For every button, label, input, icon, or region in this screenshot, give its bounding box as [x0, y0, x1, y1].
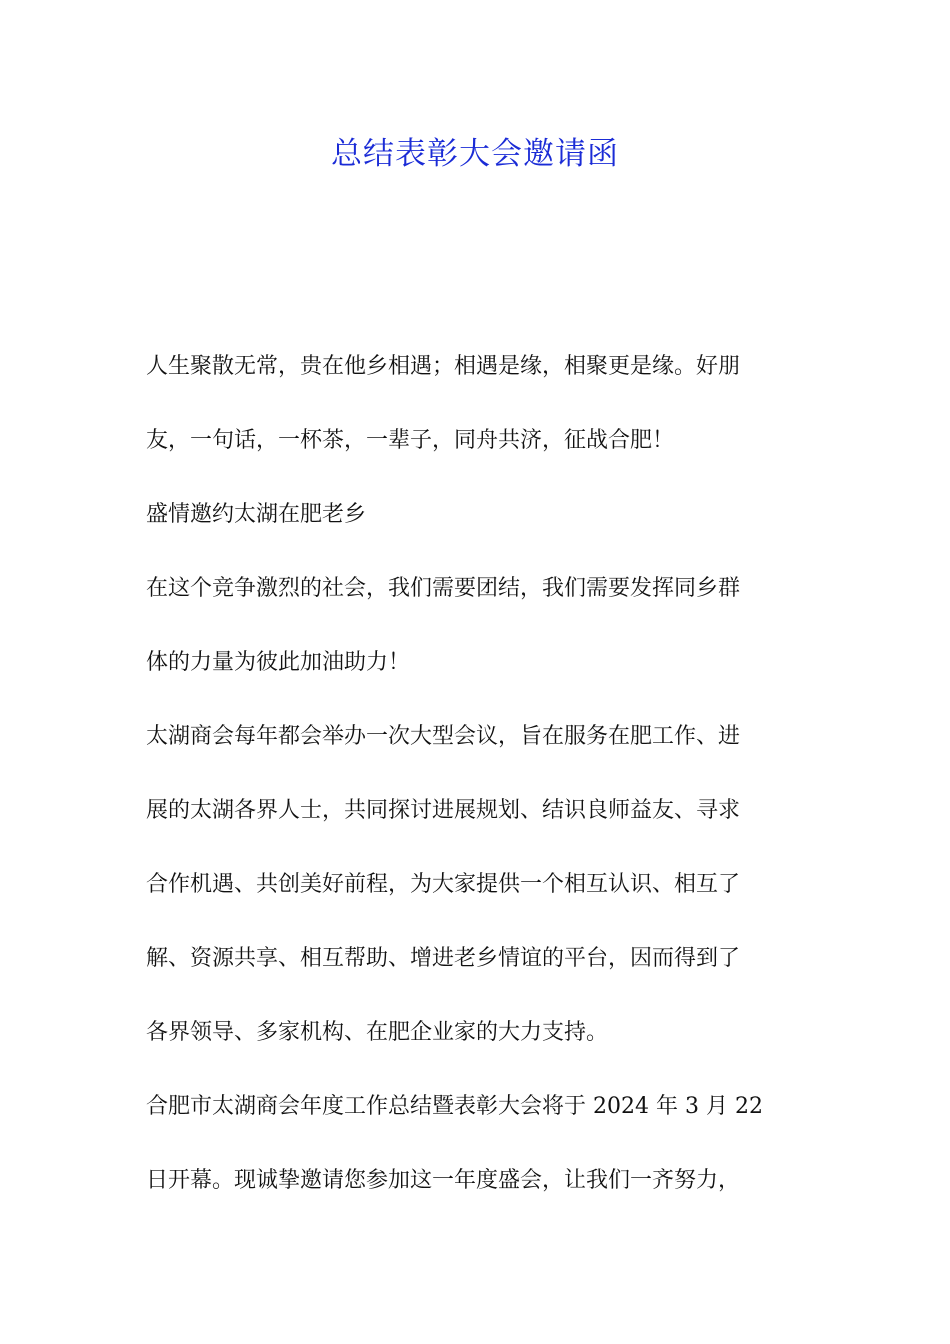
document-title: 总结表彰大会邀请函 [331, 136, 619, 172]
text-line: 盛情邀约太湖在肥老乡 [146, 502, 367, 527]
paragraph-unity [146, 552, 806, 700]
text-line: 合作机遇、共创美好前程，为大家提供一个相互认识、相互了 [146, 872, 741, 897]
text-line: 日开幕。现诚挚邀请您参加这一年度盛会，让我们一齐努力， [146, 1168, 741, 1193]
document-body [146, 330, 806, 1218]
text-line: 各界领导、多家机构、在肥企业家的大力支持。 [146, 1020, 609, 1045]
text-line: 人生聚散无常，贵在他乡相遇；相遇是缘，相聚更是缘。好朋 [146, 354, 741, 379]
text-line: 展的太湖各界人士，共同探讨进展规划、结识良师益友、寻求 [146, 798, 741, 823]
text-line: 在这个竞争激烈的社会，我们需要团结，我们需要发挥同乡群 [146, 576, 741, 601]
paragraph-chamber-intro [146, 700, 806, 1070]
text-line: 解、资源共享、相互帮助、增进老乡情谊的平台，因而得到了 [146, 946, 741, 971]
paragraph-meeting-date [146, 1070, 806, 1218]
text-line: 太湖商会每年都会举办一次大型会议，旨在服务在肥工作、进 [146, 724, 741, 749]
text-line: 合肥市太湖商会年度工作总结暨表彰大会将于 2024 年 3 月 22 [146, 1094, 763, 1119]
paragraph-invite-heading [146, 478, 806, 552]
text-line: 体的力量为彼此加油助力！ [146, 650, 411, 675]
text-line: 友，一句话，一杯茶，一辈子，同舟共济，征战合肥！ [146, 428, 675, 453]
paragraph-greeting [146, 330, 806, 478]
